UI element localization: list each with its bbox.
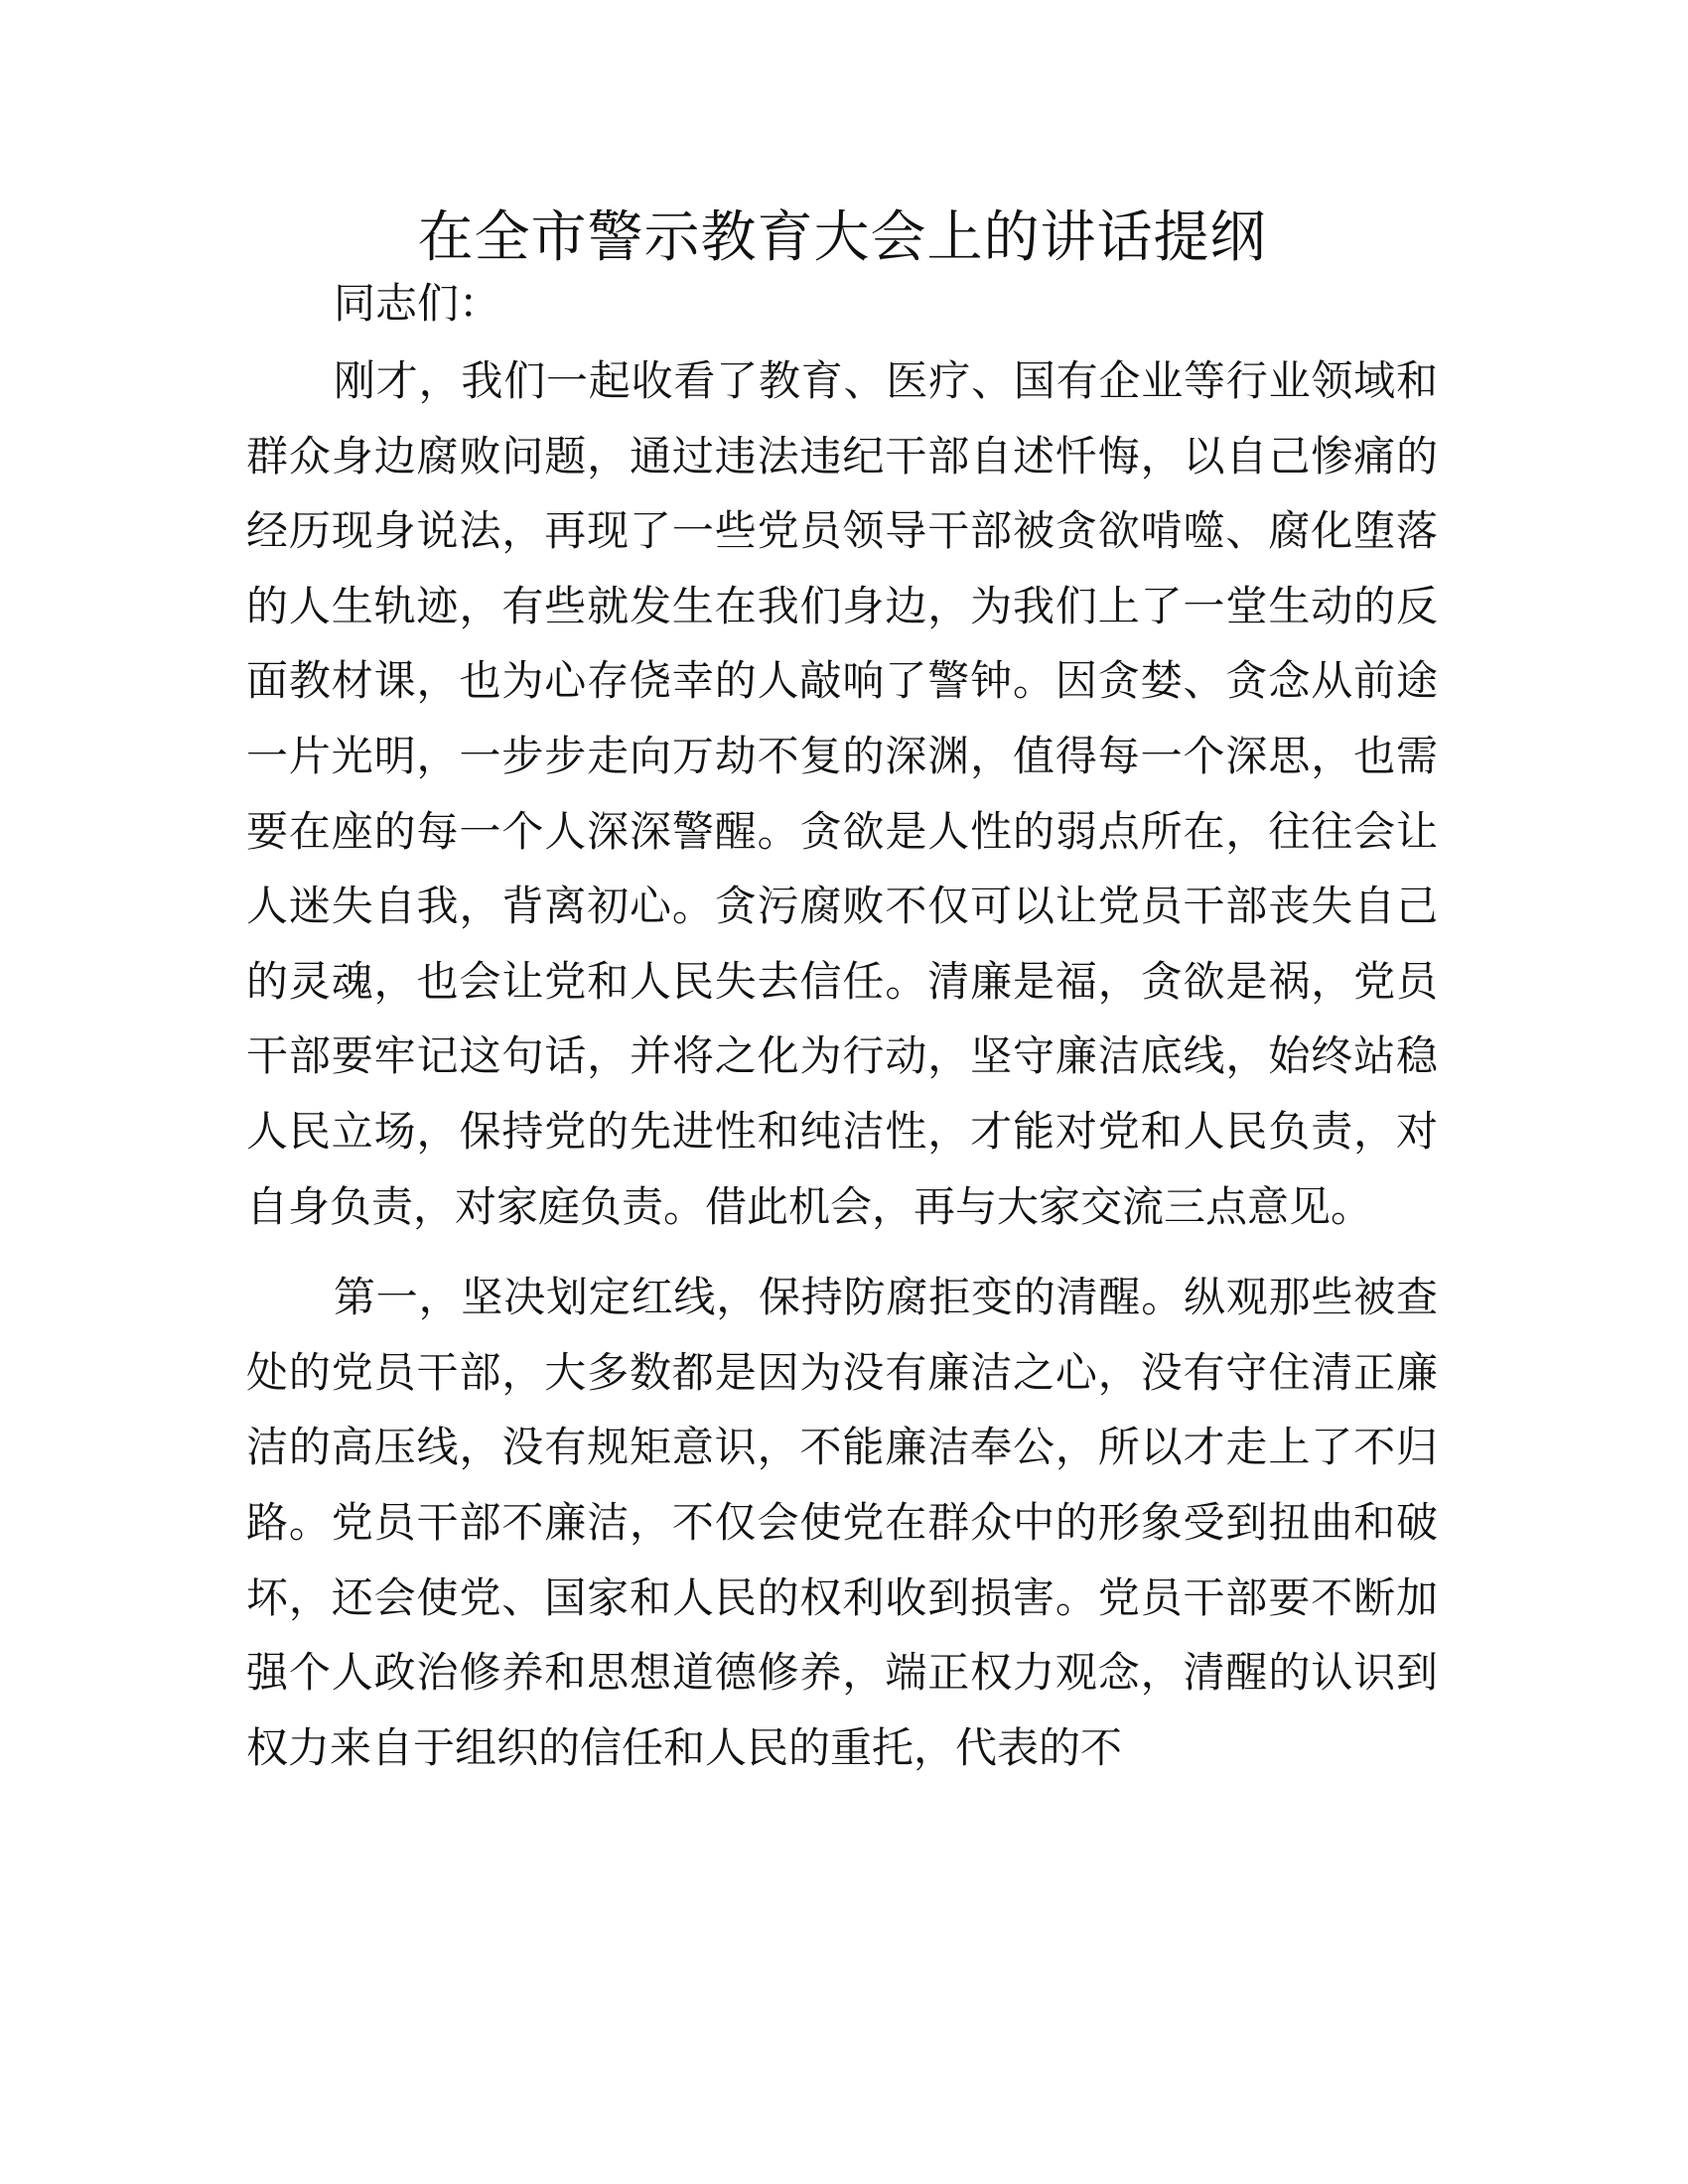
paragraph-point-one: 第一，坚决划定红线，保持防腐拒变的清醒。纵观那些被查处的党员干部，大多数都是因为没有廉洁之心，没有守住清正廉洁的高压线，没有规矩意识，不能廉洁奉公，所以才走上了不归路。党员干部不廉洁，不仅会使党在群众中的形象受到扭曲和破坏，还会使党、国家和人民的权利收到损害。党员干部要不断加强个人政治修养和思想道德修养，端正权力观念，清醒的认识到权力来自于组织的信任和人民的重托，代表的不: [246, 1273, 1438, 1772]
document-body: [246, 266, 1438, 1801]
page-title: 在全市警示教育大会上的讲话提纲: [417, 205, 1267, 270]
paragraph-opening: 刚才，我们一起收看了教育、医疗、国有企业等行业领域和群众身边腐败问题，通过违法违纪干部自述忏悔，以自己惨痛的经历现身说法，再现了一些党员领导干部被贪欲啃噬、腐化堕落的人生轨迹，有些就发生在我们身边，为我们上了一堂生动的反面教材课，也为心存侥幸的人敲响了警钟。因贪婪、贪念从前途一片光明，一步步走向万劫不复的深渊，值得每一个深思，也需要在座的每一个人深深警醒。贪欲是人性的弱点所在，往往会让人迷失自我，背离初心。贪污腐败不仅可以让党员干部丧失自己的灵魂，也会让党和人民失去信任。清廉是福，贪欲是祸，党员干部要牢记这句话，并将之化为行动，坚守廉洁底线，始终站稳人民立场，保持党的先进性和纯洁性，才能对党和人民负责，对自身负责，对家庭负责。借此机会，再与大家交流三点意见。: [246, 356, 1438, 1231]
salutation: 同志们：: [334, 279, 501, 328]
